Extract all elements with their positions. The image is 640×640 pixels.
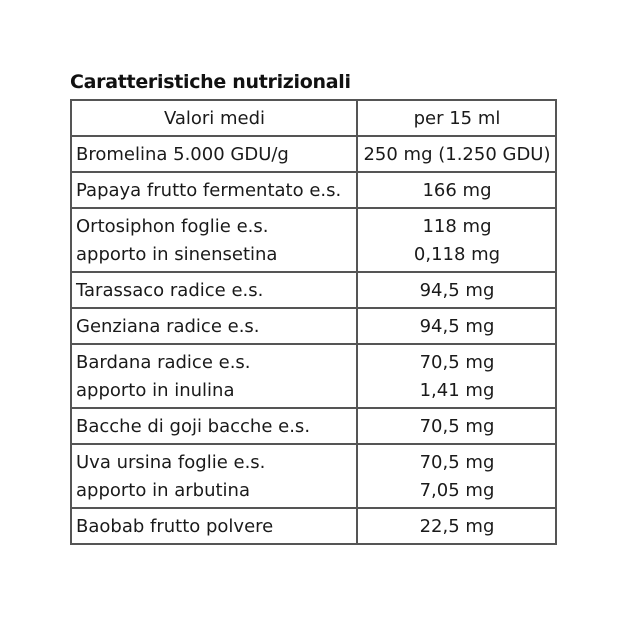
table-row bbox=[71, 444, 556, 508]
ingredient-name-cell bbox=[71, 408, 357, 444]
ingredient-subvalue: 0,118 mg bbox=[413, 244, 501, 265]
ingredient-name-cell bbox=[71, 444, 357, 508]
ingredient-name: Baobab frutto polvere bbox=[76, 516, 274, 537]
ingredient-name: Bardana radice e.s. bbox=[76, 352, 251, 373]
ingredient-name-cell bbox=[71, 308, 357, 344]
ingredient-value: 166 mg bbox=[422, 180, 492, 201]
ingredient-name-cell bbox=[71, 136, 357, 172]
table-row bbox=[71, 344, 556, 408]
table-row bbox=[71, 136, 556, 172]
ingredient-value-cell bbox=[357, 172, 556, 208]
ingredient-value-cell bbox=[357, 444, 556, 508]
ingredient-value-cell bbox=[357, 408, 556, 444]
table-row bbox=[71, 208, 556, 272]
ingredient-value-cell bbox=[357, 136, 556, 172]
ingredient-name: Ortosiphon foglie e.s. bbox=[76, 216, 269, 237]
ingredient-value: 94,5 mg bbox=[419, 316, 495, 337]
table-row bbox=[71, 508, 556, 544]
ingredient-name: Bacche di goji bacche e.s. bbox=[76, 416, 311, 437]
ingredient-value-cell bbox=[357, 272, 556, 308]
ingredient-name: Papaya frutto fermentato e.s. bbox=[76, 180, 342, 201]
ingredient-name-cell bbox=[71, 508, 357, 544]
ingredient-name: Bromelina 5.000 GDU/g bbox=[76, 144, 289, 165]
ingredient-value: 22,5 mg bbox=[419, 516, 495, 537]
table-title: Caratteristiche nutrizionali bbox=[70, 71, 351, 93]
column-header-valori-medi: Valori medi bbox=[71, 100, 357, 136]
ingredient-value-cell bbox=[357, 344, 556, 408]
ingredient-value: 94,5 mg bbox=[419, 280, 495, 301]
ingredient-name: Genziana radice e.s. bbox=[76, 316, 260, 337]
ingredient-value: 118 mg bbox=[422, 216, 492, 237]
ingredient-value: 70,5 mg bbox=[419, 352, 495, 373]
table-row bbox=[71, 308, 556, 344]
ingredient-subvalue: 7,05 mg bbox=[419, 480, 495, 501]
ingredient-subname: apporto in arbutina bbox=[76, 480, 250, 501]
ingredient-name-cell bbox=[71, 172, 357, 208]
ingredient-name-cell bbox=[71, 272, 357, 308]
nutrition-table bbox=[70, 99, 557, 545]
column-header-per-15-ml: per 15 ml bbox=[357, 100, 556, 136]
ingredient-value: 70,5 mg bbox=[419, 452, 495, 473]
table-row bbox=[71, 172, 556, 208]
ingredient-name: Uva ursina foglie e.s. bbox=[76, 452, 266, 473]
ingredient-name: Tarassaco radice e.s. bbox=[76, 280, 264, 301]
table-row bbox=[71, 408, 556, 444]
ingredient-value: 70,5 mg bbox=[419, 416, 495, 437]
ingredient-subvalue: 1,41 mg bbox=[419, 380, 495, 401]
ingredient-name-cell bbox=[71, 344, 357, 408]
table-row bbox=[71, 272, 556, 308]
ingredient-value-cell bbox=[357, 308, 556, 344]
ingredient-value-cell bbox=[357, 508, 556, 544]
ingredient-value: 250 mg (1.250 GDU) bbox=[363, 144, 551, 165]
ingredient-subname: apporto in sinensetina bbox=[76, 244, 278, 265]
table-header-row bbox=[71, 100, 556, 136]
ingredient-subname: apporto in inulina bbox=[76, 380, 235, 401]
ingredient-name-cell bbox=[71, 208, 357, 272]
ingredient-value-cell bbox=[357, 208, 556, 272]
